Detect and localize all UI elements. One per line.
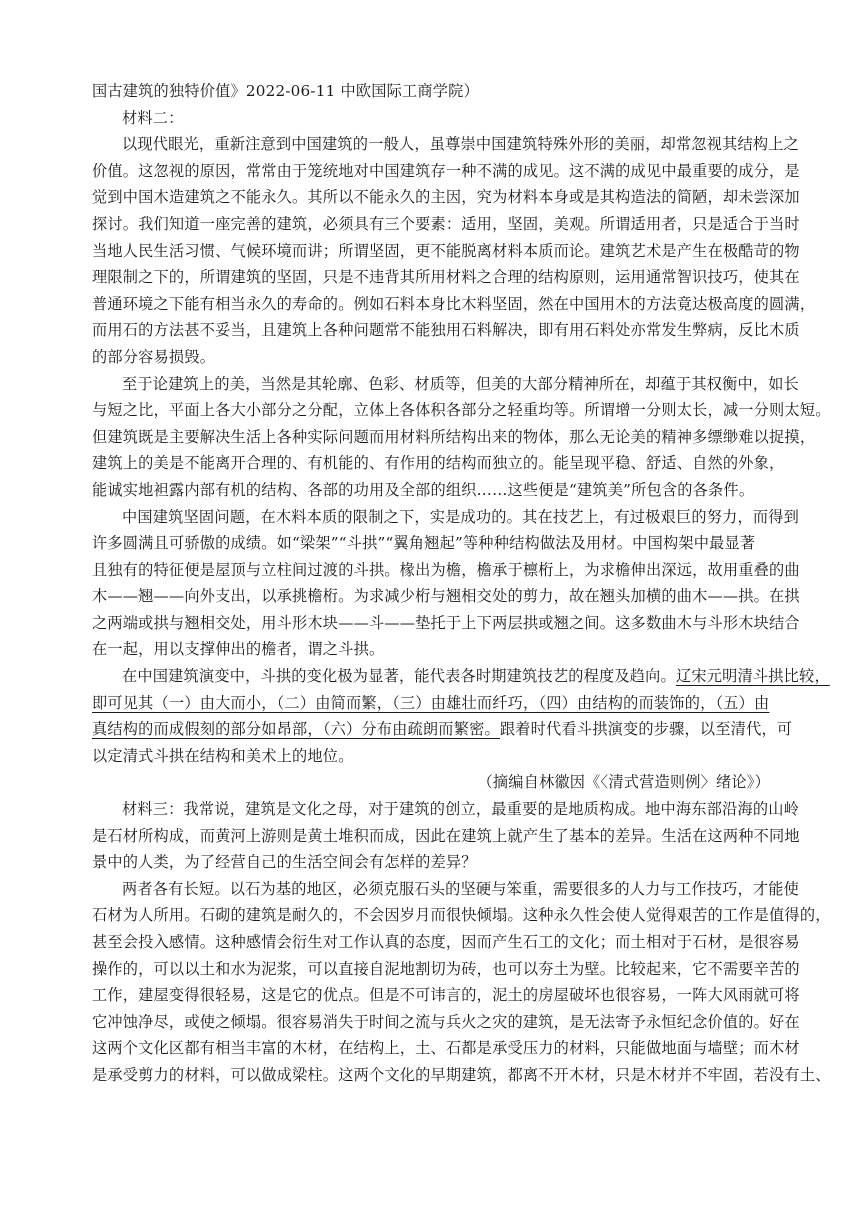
document-page xyxy=(92,78,831,1089)
text-line: 普通环境之下能有相当永久的寿命的。例如石料本身比木料坚固，然在中国用木的方法竟达极高度的圆满， xyxy=(92,294,816,313)
text-line: 中国建筑坚固问题，在木料本质的限制之下，实是成功的。其在技艺上，有过极艰巨的努力，而得到 xyxy=(122,507,800,526)
plain-text: 在中国建筑演变中，斗拱的变化极为显著，能代表各时期建筑技艺的程度及趋向。 xyxy=(122,667,676,686)
text-line: 是承受剪力的材料，可以做成梁柱。这两个文化的早期建筑，都离不开木材，只是木材并不牢固，若没有土、 xyxy=(92,1065,831,1084)
material-three-first-line: 材料三：我常说，建筑是文化之母，对于建筑的创立，最重要的是地质构成。地中海东部沿海的山岭 xyxy=(122,800,800,819)
text-line xyxy=(92,716,793,743)
text-line: 理限制之下的，所谓建筑的坚固，只是不违背其所用材料之合理的结构原则，运用通常智识技巧，使其在 xyxy=(92,268,800,287)
text-line: 景中的人类，为了经营自己的生活空间会有怎样的差异？ xyxy=(92,853,477,872)
paragraph-2 xyxy=(92,371,831,504)
text-line: 许多圆满且可骄傲的成绩。如“梁架”“斗拱”“翼角翘起”等种种结构做法及用材。中国构架中最显著 xyxy=(92,534,756,553)
text-line: 能诚实地袒露内部有机的结构、各部的功用及全部的组织……这些便是“建筑美”所包含的各条件。 xyxy=(92,480,755,499)
text-line: 价值。这忽视的原因，常常由于笼统地对中国建筑存一种不满的成见。这不满的成见中最重要的成分，是 xyxy=(92,161,800,180)
text-line: 而用石的方法甚不妥当，且建筑上各种问题常不能独用石料解决，即有用石料处亦常发生弊病，反比木质 xyxy=(92,321,800,340)
underlined-text: 即可见其（一）由大而小，（二）由简而繁，（三）由雄壮而纤巧，（四）由结构的而装饰的，（五）由 xyxy=(92,693,770,712)
text-line: 它冲蚀净尽，或使之倾塌。很容易消失于时间之流与兵火之灾的建筑，是无法寄予永恒纪念价值的。好在 xyxy=(92,1012,800,1031)
text-line: 之两端或拱与翘相交处，用斗形木块——斗——垫托于上下两层拱或翘之间。这多数曲木与斗形木块结合 xyxy=(92,613,800,632)
text-line: 甚至会投入感情。这种感情会衍生对工作认真的态度，因而产生石工的文化；而土相对于石材，是很容易 xyxy=(92,933,800,951)
material-two-heading: 材料二： xyxy=(122,108,184,127)
text-line xyxy=(92,690,782,717)
text-line: 在一起，用以支撑伸出的檐者，谓之斗拱。 xyxy=(92,640,385,659)
plain-text: 跟着时代看斗拱演变的步骤，以至清代，可 xyxy=(499,720,793,739)
text-line: 两者各有长短。以石为基的地区，必须克服石头的坚硬与笨重，需要很多的人力与工作技巧，才能使 xyxy=(122,879,800,898)
underlined-text: 辽宋元明清斗拱比较， xyxy=(675,667,830,686)
text-line: 与短之比，平面上各大小部分之分配，立体上各体积各部分之轻重均等。所谓增一分则太长，减一分则太短。 xyxy=(92,401,831,420)
text-line: 的部分容易损毁。 xyxy=(92,347,216,366)
text-line: 探讨。我们知道一座完善的建筑，必须具有三个要素：适用，坚固，美观。所谓适用者，只是适合于当时 xyxy=(92,214,800,233)
text-line xyxy=(92,663,830,690)
text-line: 操作的，可以以土和水为泥浆，可以直接自泥地割切为砖，也可以夯土为壁。比较起来，它不需要辛苦的 xyxy=(92,959,800,978)
material-three xyxy=(92,796,831,1089)
text-line: 石材为人所用。石砌的建筑是耐久的，不会因岁月而很快倾塌。这种永久性会使人觉得艰苦的工作是值得的， xyxy=(92,906,831,925)
paragraph-4 xyxy=(92,663,830,769)
text-line: 且独有的特征便是屋顶与立柱间过渡的斗拱。椽出为檐，檐承于檩桁上，为求檐伸出深远，故用重叠的曲 xyxy=(92,560,800,579)
text-line: 建筑上的美是不能离开合理的、有机能的、有作用的结构而独立的。能呈现平稳、舒适、自然的外象， xyxy=(92,454,785,473)
text-line: 这两个文化区都有相当丰富的木材，在结构上，土、石都是承受压力的材料，只能做地面与墙壁；而木材 xyxy=(92,1039,800,1058)
text-line: 工作，建屋变得很轻易，这是它的优点。但是不可讳言的，泥土的房屋破坏也很容易，一阵大风雨就可将 xyxy=(92,986,800,1005)
text-line: 是石材所构成，而黄河上游则是黄土堆积而成，因此在建筑上就产生了基本的差异。生活在这两种不同地 xyxy=(92,826,800,845)
text-line: 当地人民生活习惯、气候环境而讲；所谓坚固，更不能脱离材料本质而论。建筑艺术是产生在极酷苛的物 xyxy=(92,241,800,260)
paragraph-1 xyxy=(92,131,816,370)
underlined-text: 真结构的而成假刻的部分如昂部，（六）分布由疏朗而繁密。 xyxy=(92,720,500,739)
text-line: 以现代眼光，重新注意到中国建筑的一般人，虽尊崇中国建筑特殊外形的美丽，却常忽视其结构上之 xyxy=(122,135,800,154)
paragraph-3 xyxy=(92,504,800,664)
text-line: 觉到中国木造建筑之不能永久。其所以不能永久的主因，究为材料本身或是其构造法的简陋，却未尝深加 xyxy=(92,188,800,207)
source-line: 国古建筑的独特价值》2022-06-11 中欧国际工商学院） xyxy=(92,82,479,100)
text-line: 但建筑既是主要解决生活上各种实际问题而用材料所结构出来的物体，那么无论美的精神多缥缈难以捉摸， xyxy=(92,427,816,446)
text-line: 以定清式斗拱在结构和美术上的地位。 xyxy=(92,746,354,765)
text-line: 木——翘——向外支出，以承挑檐桁。为求减少桁与翘相交处的剪力，故在翘头加横的曲木——拱。在拱 xyxy=(92,587,800,606)
citation: （摘编自林徽因《〈清式营造则例〉绪论》） xyxy=(477,773,770,792)
text-line: 至于论建筑上的美，当然是其轮廓、色彩、材质等，但美的大部分精神所在，却蕴于其权衡中，如长 xyxy=(122,374,800,393)
